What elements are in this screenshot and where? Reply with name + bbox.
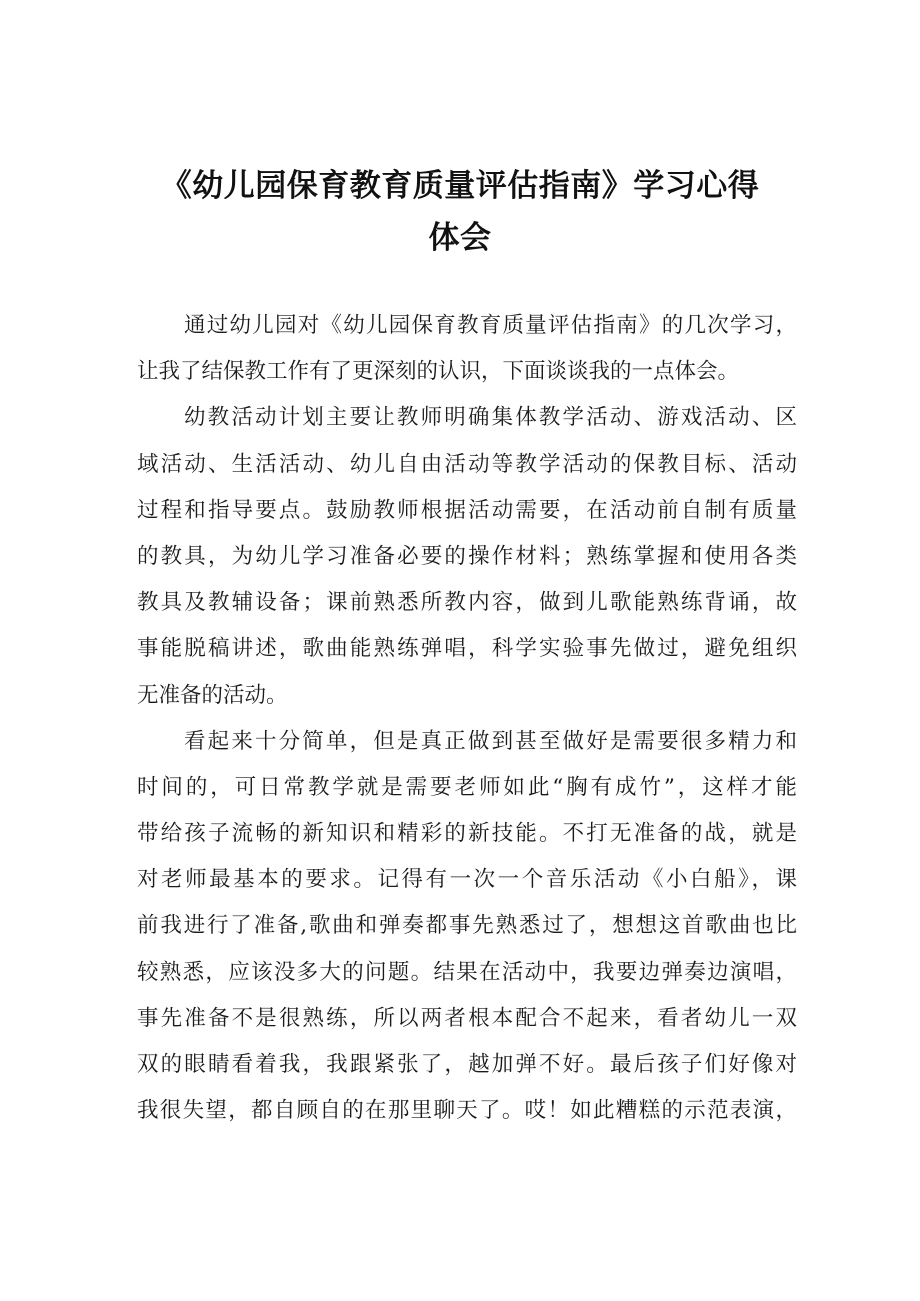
text-line: 通过幼儿园对《幼儿园保育教育质量评估指南》的几次学习， xyxy=(184,313,797,338)
text-line: 幼教活动计划主要让教师明确集体教学活动、游戏活动、区 xyxy=(184,405,797,431)
paragraph-1 xyxy=(137,303,797,395)
text-line: 带给孩子流畅的新知识和精彩的新技能。不打无准备的战，就是 xyxy=(137,821,797,847)
paragraph-2 xyxy=(137,395,797,718)
text-line: 域活动、生活活动、幼儿自由活动等教学活动的保教目标、活动 xyxy=(137,451,797,477)
text-line: 前我进行了准备,歌曲和弹奏都事先熟悉过了，想想这首歌曲也比 xyxy=(137,913,797,939)
text-line: 让我了结保教工作有了更深刻的认识，下面谈谈我的一点体会。 xyxy=(137,359,740,385)
document-title-line-1: 《幼儿园保育教育质量评估指南》学习心得 xyxy=(160,168,760,204)
text-line: 无准备的活动。 xyxy=(137,682,288,708)
text-line: 时间的，可日常教学就是需要老师如此“胸有成竹”，这样才能 xyxy=(137,774,797,800)
document-body xyxy=(137,303,797,1134)
text-line: 看起来十分简单，但是真正做到甚至做好是需要很多精力和 xyxy=(184,728,797,754)
text-line: 较熟悉，应该没多大的问题。结果在活动中，我要边弹奏边演唱， xyxy=(137,959,797,985)
text-line: 教具及教辅设备；课前熟悉所教内容，做到儿歌能熟练背诵，故 xyxy=(137,590,797,616)
text-line: 过程和指导要点。鼓励教师根据活动需要，在活动前自制有质量 xyxy=(137,497,797,523)
document-title-line-2: 体会 xyxy=(428,220,492,256)
paragraph-3 xyxy=(137,719,797,1135)
text-line: 双的眼睛看着我，我跟紧张了，越加弹不好。最后孩子们好像对 xyxy=(137,1052,797,1077)
text-line: 的教具，为幼儿学习准备必要的操作材料；熟练掌握和使用各类 xyxy=(137,543,797,569)
text-line: 事能脱稿讲述，歌曲能熟练弹唱，科学实验事先做过，避免组织 xyxy=(137,636,797,662)
text-line: 对老师最基本的要求。记得有一次一个音乐活动《小白船》，课 xyxy=(137,867,797,893)
text-line: 我很失望，都自顾自的在那里聊天了。哎！如此糟糕的示范表演， xyxy=(137,1098,797,1124)
text-line: 事先准备不是很熟练，所以两者根本配合不起来，看者幼儿一双 xyxy=(137,1005,797,1031)
